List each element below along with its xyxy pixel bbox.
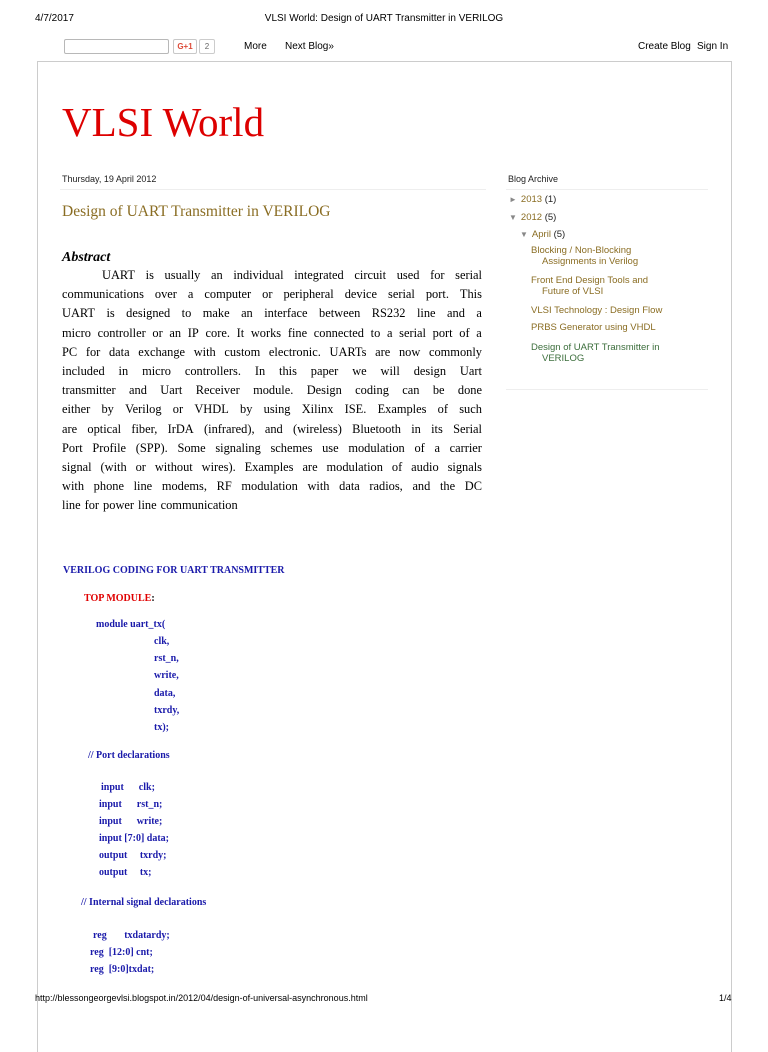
archive-post-link[interactable]	[531, 322, 701, 333]
abstract-word: Port	[62, 440, 83, 455]
abstract-word: an	[169, 325, 182, 340]
abstract-line	[62, 381, 482, 400]
abstract-word: core.	[205, 325, 230, 340]
archive-month-april[interactable]	[520, 229, 565, 240]
abstract-word: peripheral	[283, 287, 334, 302]
abstract-line	[62, 458, 482, 477]
abstract-word: carrier	[449, 440, 482, 455]
abstract-word: (wireless)	[292, 421, 342, 436]
abstract-word: used	[396, 268, 420, 282]
abstract-word: this	[279, 363, 297, 378]
abstract-word: device	[344, 287, 378, 302]
abstract-word: an	[241, 306, 253, 321]
abstract-word: IP	[187, 325, 199, 340]
abstract-word: PC	[62, 344, 78, 359]
abstract-word: works	[250, 325, 282, 340]
abstract-word: use	[322, 440, 339, 455]
abstract-word: fiber,	[131, 421, 158, 436]
archive-post-line1[interactable]: VLSI Technology : Design Flow	[531, 305, 663, 316]
port-declaration: output txrdy;	[99, 850, 167, 861]
abstract-word: Profile	[92, 440, 127, 455]
abstract-word: Examples	[244, 459, 294, 474]
archive-post-line2[interactable]: VERILOG	[542, 353, 585, 364]
abstract-word: VHDL	[194, 402, 229, 417]
abstract-word: communications	[62, 287, 144, 302]
archive-count: (5)	[553, 229, 566, 240]
abstract-word: electronic.	[268, 344, 321, 359]
port-name: txrdy,	[154, 704, 180, 716]
internal-declaration: reg [9:0]txdat;	[90, 964, 155, 975]
abstract-line	[62, 304, 482, 323]
abstract-word: a	[434, 440, 440, 455]
abstract-word: either	[62, 402, 91, 417]
abstract-word: Receiver	[195, 383, 240, 398]
abstract-line	[62, 496, 482, 515]
archive-year-link[interactable]: 2013	[520, 194, 543, 205]
post-date: Thursday, 19 April 2012	[62, 174, 157, 184]
abstract-word: wires).	[201, 459, 236, 474]
module-declaration: module uart_tx(	[96, 619, 166, 630]
top-module-label	[84, 593, 155, 604]
abstract-word: controllers.	[184, 363, 241, 378]
archive-count: (1)	[544, 194, 557, 205]
blog-title[interactable]: VLSI World	[62, 99, 265, 145]
abstract-word: Verilog	[125, 402, 162, 417]
abstract-line	[62, 266, 482, 285]
archive-post-link-current[interactable]	[531, 342, 701, 364]
port-name: clk,	[154, 636, 170, 647]
abstract-word: a	[386, 325, 393, 340]
abstract-word: are	[302, 459, 318, 474]
archive-year-link[interactable]: 2012	[520, 212, 543, 223]
port-name: data,	[154, 687, 176, 699]
abstract-word: modulation	[326, 459, 383, 474]
abstract-word: paper	[310, 363, 339, 378]
blog-archive-heading: Blog Archive	[508, 174, 559, 184]
abstract-word: line	[62, 498, 81, 513]
abstract-word: by	[240, 402, 253, 417]
abstract-word: communication	[160, 498, 238, 513]
abstract-word: make	[202, 306, 230, 321]
create-blog-link[interactable]: Create Blog	[638, 41, 691, 52]
abstract-word: or	[172, 402, 184, 417]
abstract-word: included	[62, 363, 105, 378]
archive-month-link[interactable]: April	[531, 229, 551, 240]
abstract-word: phone	[93, 479, 124, 494]
abstract-word: for	[430, 268, 445, 282]
internal-declaration: reg txdatardy;	[93, 930, 170, 941]
google-plus-count: 2	[199, 39, 215, 54]
port-name: tx);	[154, 722, 169, 733]
abstract-line	[62, 343, 482, 362]
abstract-word: It	[236, 325, 245, 340]
abstract-word: using	[263, 402, 291, 417]
abstract-word: ISE.	[344, 402, 367, 417]
archive-post-line1[interactable]: Design of UART Transmitter in	[531, 342, 660, 353]
code-section-heading: VERILOG CODING FOR UART TRANSMITTER	[63, 565, 285, 576]
abstract-word: of	[437, 402, 448, 417]
archive-post-line2[interactable]: Future of VLSI	[542, 286, 604, 297]
abstract-word: line	[416, 306, 436, 321]
abstract-word: between	[319, 306, 361, 321]
abstract-line	[62, 477, 482, 496]
abstract-word: now	[398, 344, 421, 359]
archive-year-2012[interactable]	[509, 212, 556, 223]
abstract-word: modulation	[348, 440, 405, 455]
abstract-word: radios,	[369, 479, 403, 494]
more-link[interactable]: More	[244, 41, 267, 52]
abstract-word: and	[129, 383, 147, 398]
abstract-word: modulation	[241, 479, 298, 494]
abstract-word: port	[432, 325, 453, 340]
abstract-word: for	[85, 344, 101, 359]
abstract-word: or	[135, 459, 146, 474]
abstract-word: optical	[87, 421, 122, 436]
abstract-word: RS232	[371, 306, 406, 321]
abstract-word: in	[118, 363, 129, 378]
abstract-word: with	[307, 479, 330, 494]
sidebar-divider	[506, 389, 708, 390]
abstract-word: with	[62, 479, 85, 494]
abstract-word: (infrared),	[204, 421, 255, 436]
abstract-text	[62, 266, 482, 515]
abstract-word: transmitter	[62, 383, 116, 398]
abstract-word: port.	[425, 287, 449, 302]
abstract-word: of	[391, 459, 403, 474]
abstract-word: are	[375, 344, 391, 359]
abstract-word: data	[339, 479, 360, 494]
abstract-word: of	[459, 325, 470, 340]
port-declaration: output tx;	[99, 867, 152, 878]
collapse-arrow-icon[interactable]: ▼	[509, 213, 517, 222]
abstract-word: will	[380, 363, 400, 378]
abstract-word: controller	[97, 325, 146, 340]
abstract-word: and	[264, 421, 283, 436]
print-header	[0, 13, 768, 27]
abstract-word: Serial	[453, 421, 482, 436]
abstract-word: is	[145, 268, 154, 282]
abstract-word: Bluetooth	[352, 421, 401, 436]
internal-signals-comment: // Internal signal declarations	[81, 897, 207, 908]
abstract-word: usually	[164, 268, 201, 282]
abstract-word: the	[439, 479, 456, 494]
abstract-word: Examples	[377, 402, 427, 417]
abstract-word: line	[138, 498, 157, 513]
divider	[60, 189, 486, 190]
abstract-word: coding	[355, 383, 389, 398]
abstract-word: a	[476, 306, 482, 321]
abstract-word: (with	[100, 459, 127, 474]
abstract-word: Some	[177, 440, 206, 455]
abstract-word: modems,	[161, 479, 207, 494]
abstract-line	[62, 362, 482, 381]
abstract-word: or	[152, 325, 163, 340]
abstract-word: interface	[264, 306, 308, 321]
abstract-word: we	[352, 363, 367, 378]
abstract-word: signaling	[215, 440, 261, 455]
abstract-word: IrDA	[167, 421, 194, 436]
sidebar-divider	[506, 189, 708, 190]
abstract-word: without	[154, 459, 193, 474]
abstract-word: of	[414, 440, 425, 455]
abstract-word: and	[412, 479, 431, 494]
abstract-word: be	[432, 383, 445, 398]
archive-post-line2[interactable]: Assignments in Verilog	[542, 256, 639, 267]
abstract-word: commonly	[428, 344, 482, 359]
abstract-line	[62, 420, 482, 439]
abstract-word: audio	[411, 459, 439, 474]
search-input[interactable]	[64, 39, 169, 54]
abstract-word: custom	[224, 344, 261, 359]
abstract-word: Design	[306, 383, 342, 398]
abstract-word: data	[108, 344, 130, 359]
print-url: http://blessongeorgevlsi.blogspot.in/2012/04/design-of-universal-asynchronous.html	[35, 993, 368, 1003]
post-title[interactable]: Design of UART Transmitter in VERILOG	[62, 203, 331, 220]
archive-post-line1[interactable]: Front End Design Tools and	[531, 275, 649, 286]
abstract-word: signals	[447, 459, 482, 474]
abstract-word: its	[431, 421, 443, 436]
abstract-word: module.	[253, 383, 294, 398]
abstract-word: RF	[216, 479, 232, 494]
abstract-word: a	[476, 325, 482, 340]
abstract-word: an	[210, 268, 223, 282]
abstract-word: serial	[388, 287, 415, 302]
abstract-word: design	[413, 363, 447, 378]
abstract-word: This	[459, 287, 482, 302]
abstract-word: designed	[126, 306, 171, 321]
abstract-word: to	[181, 306, 192, 321]
expand-arrow-icon[interactable]: ►	[509, 195, 517, 204]
print-page-title: VLSI World: Design of UART Transmitter in VERILOG	[264, 13, 504, 24]
abstract-word: such	[459, 402, 482, 417]
abstract-word: Uart	[160, 383, 183, 398]
sign-in-link[interactable]: Sign In	[697, 41, 729, 52]
abstract-word: (SPP).	[135, 440, 168, 455]
abstract-word: a	[187, 287, 194, 302]
internal-declaration: reg [12:0] cnt;	[90, 947, 153, 958]
top-module-colon: :	[151, 593, 155, 604]
archive-year-2013[interactable]	[509, 194, 556, 205]
abstract-word: Uart	[459, 363, 482, 378]
abstract-word: micro	[142, 363, 171, 378]
abstract-word: signal	[62, 459, 92, 474]
abstract-word: line	[133, 479, 153, 494]
print-footer	[0, 993, 768, 1007]
abstract-word: can	[402, 383, 420, 398]
abstract-word: UART	[102, 268, 135, 282]
abstract-word: power	[103, 498, 135, 513]
abstract-word: In	[254, 363, 266, 378]
archive-count: (5)	[544, 212, 557, 223]
google-plus-button[interactable]: G+1	[173, 39, 197, 54]
collapse-arrow-icon[interactable]: ▼	[520, 230, 528, 239]
abstract-line	[62, 400, 482, 419]
abstract-line	[62, 439, 482, 458]
abstract-word: UARTs	[329, 344, 367, 359]
port-declarations-comment: // Port declarations	[88, 750, 170, 761]
port-name: rst_n,	[154, 653, 179, 665]
port-declaration: input rst_n;	[99, 799, 163, 810]
abstract-word: fine	[287, 325, 308, 340]
abstract-word: exchange	[138, 344, 186, 359]
abstract-word: over	[154, 287, 177, 302]
next-blog-link[interactable]: Next Blog»	[285, 41, 334, 52]
abstract-word: for	[84, 498, 100, 513]
archive-post-link[interactable]	[531, 245, 701, 267]
abstract-word: serial	[455, 268, 482, 282]
abstract-heading: Abstract	[62, 250, 111, 265]
blogger-navbar	[0, 38, 768, 58]
top-module-text: TOP MODULE	[84, 593, 152, 604]
port-declaration: input clk;	[101, 782, 155, 793]
abstract-word: is	[106, 306, 115, 321]
archive-post-line1[interactable]: Blocking / Non-Blocking	[531, 245, 632, 256]
print-date: 4/7/2017	[35, 13, 74, 24]
abstract-line	[62, 324, 482, 343]
port-declaration: input write;	[99, 816, 163, 827]
port-name: write,	[154, 670, 179, 682]
abstract-word: and	[447, 306, 465, 321]
archive-post-line1[interactable]: PRBS Generator using VHDL	[531, 322, 656, 333]
abstract-word: computer	[204, 287, 252, 302]
page-number: 1/4	[719, 993, 732, 1003]
abstract-word: are	[62, 421, 78, 436]
abstract-word: DC	[464, 479, 482, 494]
abstract-word: with	[193, 344, 216, 359]
abstract-line	[62, 285, 482, 304]
abstract-word: in	[411, 421, 421, 436]
abstract-word: schemes	[270, 440, 313, 455]
abstract-word: UART	[62, 306, 95, 321]
abstract-word: connected	[313, 325, 364, 340]
abstract-word: integrated	[294, 268, 344, 282]
abstract-word: done	[457, 383, 482, 398]
abstract-word: Xilinx	[301, 402, 334, 417]
abstract-word: to	[370, 325, 381, 340]
abstract-word: or	[262, 287, 273, 302]
abstract-word: individual	[233, 268, 284, 282]
archive-post-link[interactable]	[531, 305, 701, 316]
abstract-word: by	[101, 402, 114, 417]
abstract-word: serial	[399, 325, 426, 340]
port-declaration: input [7:0] data;	[99, 833, 170, 844]
abstract-word: micro	[62, 325, 91, 340]
archive-post-link[interactable]	[531, 275, 701, 297]
abstract-word: circuit	[354, 268, 387, 282]
